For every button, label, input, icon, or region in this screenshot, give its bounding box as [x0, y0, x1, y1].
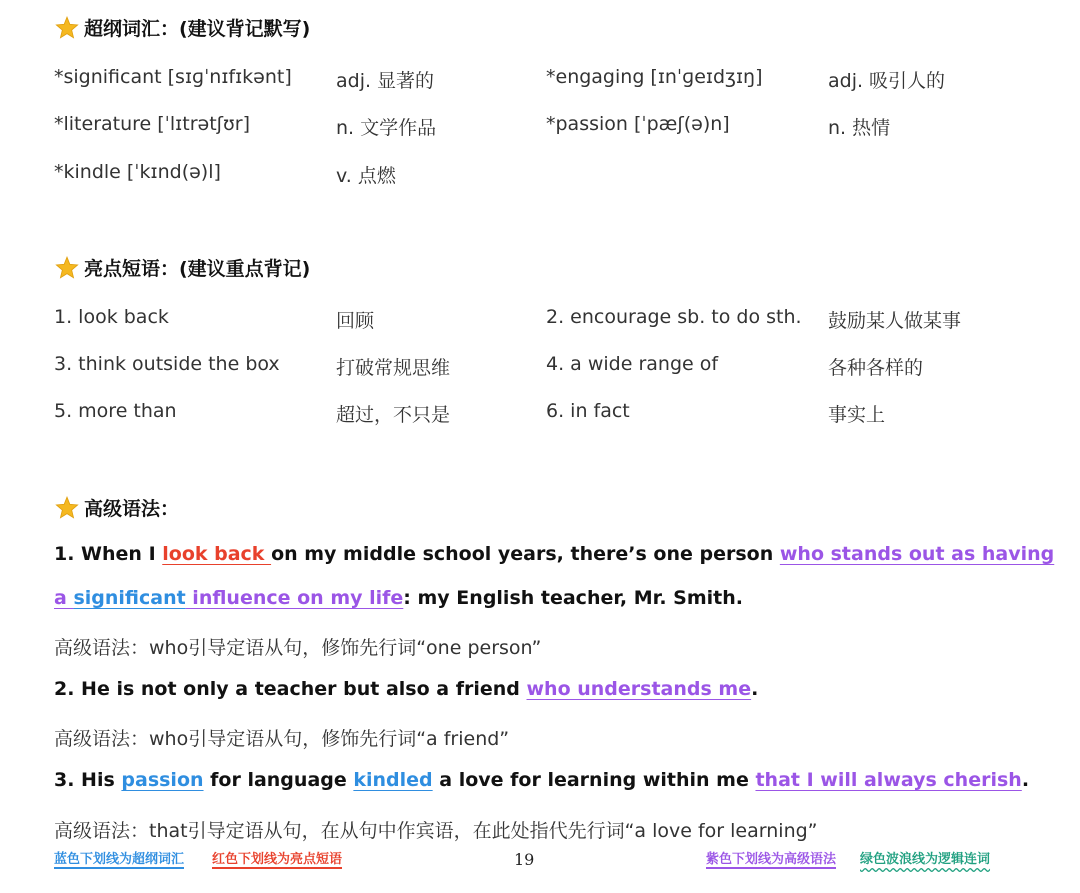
highlight-grammar: influence on my life: [185, 587, 404, 609]
sentence-text: 2. He is not only a teacher but also a friend: [54, 678, 527, 700]
grammar-sentence-3: [54, 769, 1029, 791]
vocab-word: *passion [ˈpæʃ(ə)n]: [546, 113, 730, 135]
phrase-en: 4. a wide range of: [546, 353, 719, 375]
phrase-cn: 各种各样的: [828, 357, 924, 379]
phrase-en: 1. look back: [54, 306, 169, 328]
phrase-en: 5. more than: [54, 400, 177, 422]
legend-green: 绿色波浪线为逻辑连词: [860, 852, 991, 867]
vocab-word: *literature [ˈlɪtrətʃʊr]: [54, 113, 250, 135]
grammar-sentence-2: [54, 678, 758, 700]
section-title-text: 高级语法：: [84, 498, 180, 520]
sentence-text: a love for learning within me: [432, 769, 756, 791]
section-title-vocab: [54, 14, 310, 41]
vocab-meaning: v. 点燃: [336, 165, 396, 187]
legend-red: 红色下划线为亮点短语: [212, 848, 342, 869]
sentence-text: 1. When I: [54, 543, 163, 565]
vocab-meaning: adj. 吸引人的: [828, 70, 946, 92]
sentence-text: 3. His: [54, 769, 122, 791]
page-number: 19: [514, 850, 535, 869]
phrase-cn: 事实上: [828, 404, 886, 426]
grammar-sentence-1-cont: [54, 587, 743, 609]
highlight-grammar: a: [54, 587, 74, 609]
sentence-text: .: [1021, 769, 1030, 791]
grammar-note-3: 高级语法：that引导定语从句，在从句中作宾语，在此处指代先行词“a love for learning”: [54, 820, 818, 842]
phrase-cn: 打破常规思维: [336, 357, 451, 379]
section-title-grammar: [54, 494, 179, 521]
sentence-text: : my English teacher, Mr. Smith.: [403, 587, 743, 609]
highlight-grammar: who understands me: [526, 678, 752, 700]
sentence-text: .: [751, 678, 759, 700]
highlight-grammar: that I will always cherish: [755, 769, 1022, 791]
vocab-meaning: n. 热情: [828, 117, 891, 139]
vocab-meaning: n. 文学作品: [336, 117, 437, 139]
phrase-cn: 鼓励某人做某事: [828, 310, 962, 332]
star-icon: [54, 255, 80, 281]
phrase-cn: 回顾: [336, 310, 375, 332]
legend-blue: 蓝色下划线为超纲词汇: [54, 848, 184, 869]
phrase-en: 6. in fact: [546, 400, 630, 422]
star-icon: [54, 495, 80, 521]
vocab-word: *significant [sɪɡˈnɪfɪkənt]: [54, 66, 292, 88]
highlight-vocab: kindled: [353, 769, 433, 791]
legend-purple: 紫色下划线为高级语法: [706, 848, 836, 869]
grammar-sentence-1: [54, 543, 1054, 565]
section-title-text: 亮点短语：(建议重点背记): [84, 258, 311, 280]
phrase-en: 3. think outside the box: [54, 353, 280, 375]
highlight-vocab: passion: [121, 769, 204, 791]
highlight-phrase: look back: [162, 543, 272, 565]
star-icon: [54, 15, 80, 41]
highlight-vocab: significant: [73, 587, 186, 609]
section-title-text: 超纲词汇：(建议背记默写): [84, 18, 311, 40]
highlight-grammar: who stands out as having: [779, 543, 1055, 565]
vocab-word: *kindle [ˈkɪnd(ə)l]: [54, 161, 221, 183]
vocab-meaning: adj. 显著的: [336, 70, 435, 92]
grammar-note-1: 高级语法：who引导定语从句，修饰先行词“one person”: [54, 637, 542, 659]
phrase-cn: 超过，不只是: [336, 404, 451, 426]
sentence-text: for language: [203, 769, 354, 791]
vocab-word: *engaging [ɪnˈɡeɪdʒɪŋ]: [546, 66, 763, 88]
section-title-phrases: [54, 254, 310, 281]
grammar-note-2: 高级语法：who引导定语从句，修饰先行词“a friend”: [54, 728, 510, 750]
sentence-text: on my middle school years, there’s one person: [271, 543, 780, 565]
phrase-en: 2. encourage sb. to do sth.: [546, 306, 802, 328]
